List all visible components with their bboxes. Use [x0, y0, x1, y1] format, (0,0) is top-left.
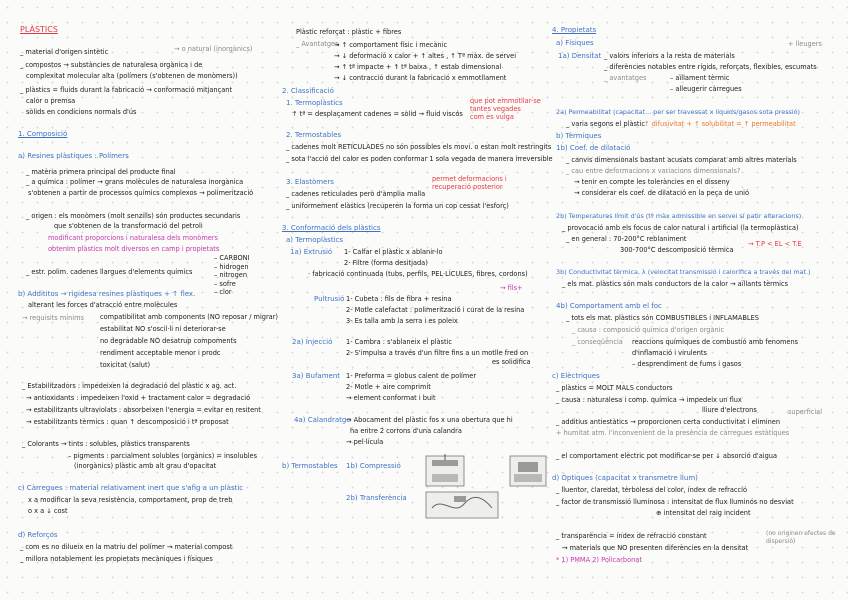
- text-line: _ com es no dilueix en la matriu del polímer → material compost: [20, 543, 233, 551]
- sub-heading: 3b) Conductivitat tèrmica, λ (velocitat transmissió i calorífica a través del mat.): [556, 268, 811, 276]
- text-line: → T.P < EL < T.E: [748, 240, 802, 248]
- text-line: → ↑ comportament físic i mecànic: [334, 41, 448, 49]
- text-line: que s'obtenen de la transformació del petroli: [54, 222, 203, 230]
- text-line: lliure d'electrons: [702, 406, 757, 414]
- text-line: _ causa : composició química d'origen orgànic: [572, 326, 725, 334]
- section-heading: 3. Conformació dels plàstics: [282, 224, 381, 232]
- text-line: _ transparència = índex de refracció constant: [556, 532, 707, 540]
- sub-heading: c) Elèctriques: [552, 372, 600, 380]
- text-line: modificant proporcions i naturalesa dels monòmers: [48, 234, 218, 242]
- text-line: _ el comportament elèctric pot modificar-se per ↓ absorció d'aigua: [556, 452, 778, 460]
- text-line: no degradable NO desatrup compoments: [100, 337, 237, 345]
- sub-heading: a) Resines plàstiques : Polímers: [18, 152, 129, 160]
- text-line: toxicitat (salut): [100, 361, 151, 369]
- text-line: _ a química : polímer → grans molècules de naturalesa inorgànica: [26, 178, 244, 186]
- text-line: (inorgànics) plàstic amb alt grau d'opacitat: [74, 462, 217, 470]
- text-line: 300-700°C descomposició tèrmica: [620, 246, 734, 254]
- text-line: _ cau entre deformacions x variacions dimensionals?: [566, 167, 741, 175]
- text-line: – alleugerir càrregues: [670, 85, 742, 93]
- text-line: * 1) PMMA 2) Policarbonat: [556, 556, 642, 564]
- note-line: tantes vegades: [470, 105, 521, 113]
- text-line: → requisits mínims: [22, 314, 84, 322]
- text-line: _ canvis dimensionals bastant acusats comparat amb altres materials: [566, 156, 797, 164]
- text-line: _ conseqüència: [572, 338, 623, 346]
- text-line: → antioxidants : impedeixen l'oxid + tractament calor = degradació: [26, 394, 251, 402]
- def-line: sòlids en condicions normals d'ús: [26, 108, 137, 116]
- text-line: _ Avantatges: [296, 40, 339, 48]
- section-heading: 1. Composició: [18, 130, 68, 138]
- text-line: ha entre 2 corrons d'una calandra: [350, 427, 462, 435]
- text-line: → ↓ contracció durant la fabricació x emmotllament: [334, 74, 507, 82]
- def-line: _ plàstics = fluids durant la fabricació → conformació mitjançant: [20, 86, 233, 94]
- text-line: Plàstic reforçat : plàstic + fibres: [296, 28, 402, 36]
- sub-heading: 2a) Permeabilitat (capacitat... per ser travessat x líquids/gasos sota pressió): [556, 108, 801, 116]
- text-line: _ varia segons el plàstic: [566, 120, 645, 128]
- sub-heading: 4b) Comportament amb el foc: [556, 302, 662, 310]
- text-line: _ uniformement elàstics (recuperen la forma un cop cessat l'esforç): [286, 202, 509, 210]
- text-line: _ factor de transmissió lluminosa : intensitat de flux lluminós no desviat: [556, 498, 794, 506]
- text-line: compatibilitat amb components (NO reposar / migrar): [100, 313, 279, 321]
- text-line: _ en general : 70-200°C reblaniment: [566, 235, 687, 243]
- text-line: 3- Es talla amb la serra i es poleix: [346, 317, 458, 325]
- text-line: _ diferències notables entre rígids, reforçats, flexibles, escumats: [604, 63, 817, 71]
- text-line: es solidifica: [492, 358, 531, 366]
- element-item: – nitrogen: [214, 271, 248, 279]
- sub-heading: d) Òptiques (capacitat x transmetre llum): [552, 474, 698, 482]
- section-heading: 4. Propietats: [552, 26, 597, 34]
- def-line: _ compostos → substàncies de naturalesa orgànica i de: [20, 61, 203, 69]
- note-line: com es vulga: [470, 113, 514, 121]
- sub-heading: 1b) Compressió: [346, 462, 401, 470]
- sub-heading: 1b) Coef. de dilatació: [556, 144, 631, 152]
- text-line: (no originen efectes de dispersió): [766, 530, 836, 545]
- text-line: → fils+: [500, 284, 523, 292]
- def-line: complexitat molecular alta (polímers (s'obtenen de monòmers)): [26, 72, 238, 80]
- note: [432, 175, 507, 191]
- text-line: → considerar els coef. de dilatació en la peça de unió: [574, 189, 750, 197]
- def-line: → o natural (inorgànics): [174, 45, 253, 53]
- text-line: _ tots els mat. plàstics són COMBUSTIBLES i INFLAMABLES: [566, 314, 759, 322]
- text-line: 1- Cubeta : fils de fibra + resina: [346, 295, 452, 303]
- text-line: superficial: [788, 408, 823, 416]
- text-line: _ cadenes molt RETICULADES no són possibles els movi. o estan molt restringits: [286, 143, 552, 151]
- text-line: → estabilitzants ultraviolats : absorbeixen l'energia = evitar en resitent: [26, 406, 261, 414]
- sub-heading: 1. Termoplàstics: [286, 99, 343, 107]
- section-heading: 2. Classificació: [282, 87, 334, 95]
- text-line: o x a ↓ cost: [28, 507, 68, 515]
- text-line: → element conformat i buit: [346, 394, 436, 402]
- text-line: → Abocament del plàstic fos x una obertura que hi: [346, 416, 513, 424]
- element-item: – CARBONI: [214, 254, 250, 262]
- text-line: → materials que NO presenten diferències en la densitat: [562, 544, 749, 552]
- column-classification: [282, 0, 552, 600]
- sub-heading: 2b) Temperatures límit d'ús (tª màx admissible en servei sí patir alteracions): [556, 212, 802, 220]
- text-line: _ Estabilitzadors : impedeixen la degradació del plàstic x ag. act.: [22, 382, 237, 390]
- text-line: s'obtenen a partir de processos químics complexos → polimerització: [28, 189, 254, 197]
- text-line: alterant les forces d'atracció entre molècules: [28, 301, 178, 309]
- text-line: → pel·lícula: [346, 438, 384, 446]
- text-line: – pigments : parcialment solubles (orgànics) = insolubles: [68, 452, 258, 460]
- text-line: rendiment acceptable menor i prodc: [100, 349, 221, 357]
- text-line: ↑ difusivitat + ↑ solubilitat = ↑ permeabilitat: [644, 120, 796, 128]
- text-line: 2- Motle + aire comprimit: [346, 383, 431, 391]
- text-line: _ matèria primera principal del producte final: [26, 168, 176, 176]
- text-line: 2- Filtre (forma desitjada): [344, 259, 428, 267]
- text-line: · fabricació continuada (tubs, perfils, PEL·LÍCULES, fibres, cordons): [308, 270, 528, 278]
- text-line: _ avantatges: [604, 74, 647, 82]
- text-line: ⊕ intensitat del raig incident: [656, 509, 751, 517]
- note-line: que pot emmotllar-se: [470, 97, 541, 105]
- def-line: calor o premsa: [26, 97, 76, 105]
- page-title: PLÀSTICS: [20, 25, 58, 34]
- element-item: – sofre: [214, 279, 236, 288]
- sub-heading: 1a) Densitat: [558, 52, 602, 60]
- text-line: – aïllament tèrmic: [670, 74, 730, 82]
- element-item: – hidrogen: [214, 262, 249, 271]
- note-line: recuperació posterior: [432, 183, 503, 191]
- sub-heading: a) Termoplàstics: [286, 236, 344, 244]
- text-line: _ millora notablement les propietats mecàniques i físiques: [20, 555, 213, 563]
- text-line: _ causa : naturalesa i comp. química → impedeix un flux: [556, 396, 742, 404]
- text-line: reaccions químiques de combustió amb fenomens: [632, 338, 799, 346]
- text-line: _ additius antiestàtics → proporcionen certa conductivitat i eliminen: [556, 418, 781, 426]
- text-line: _ origen : els monòmers (molt senzills) són productes secundaris: [26, 212, 241, 220]
- text-line: _ sota l'acció del calor es poden conformar 1 sola vegada de manera irreversible: [286, 155, 553, 163]
- sub-heading: b) Addititus → rigidesa resines plàstiques + ↑ flex.: [18, 290, 196, 298]
- text-line: ↑ tª = desplaçament cadenes = sòlid → fluid viscós: [292, 110, 463, 118]
- text-line: → estabilitzants tèrmics : quan ↑ descomposició i tª proposat: [26, 418, 229, 426]
- text-line: + humitat atm. l'inconvenient de la presència de càrregues estàtiques: [556, 429, 790, 437]
- text-line: 1- Preforma = globus calent de polímer: [346, 372, 477, 380]
- element-item: – clor: [214, 288, 232, 296]
- text-line: → ↑ tª impacte + ↑ tª baixa , ↑ estab dimensional: [334, 63, 502, 71]
- text-line: _ provocació amb els focus de calor natural i artificial (la termoplàstica): [562, 224, 799, 232]
- compression-diagram-2: [508, 454, 548, 488]
- sub-heading: 2a) Injecció: [292, 338, 333, 346]
- text-line: _ els mat. plàstics són mals conductors de la calor → aïllants tèrmics: [562, 280, 789, 288]
- text-line: _ cadenes reticulades però d'àmplia malla: [286, 190, 426, 198]
- text-line: _ Colorants → tints : solubles, plàstics transparents: [22, 440, 190, 448]
- text-line: x a modificar la seva resistència, comportament, prop de treb: [28, 496, 233, 504]
- sub-heading: 1a) Extrusió: [290, 248, 333, 256]
- note: [470, 97, 541, 121]
- sub-heading: b) Termostables: [282, 462, 338, 470]
- text-line: 2- S'impulsa a través d'un filtre fins a un motlle fred on: [346, 349, 529, 357]
- text-line: 1- Calfar el plàstic x ablanir-lo: [344, 248, 443, 256]
- text-line: _ plàstics = MOLT MALS conductors: [556, 384, 673, 392]
- text-line: 1- Cambra : s'ablaneix el plàstic: [346, 338, 453, 346]
- sub-heading: b) Tèrmiques: [556, 132, 602, 140]
- sub-heading: a) Físiques: [556, 39, 594, 47]
- sub-heading: 4a) Calandratge: [294, 416, 351, 424]
- note-line: permet deformacions i: [432, 175, 507, 183]
- sub-heading: 3. Elastòmers: [286, 178, 334, 186]
- text-line: estabilitat NO s'oscil·li ni deteriorar-se: [100, 325, 226, 333]
- text-line: → ↓ deformació x calor + ↑ altes , ↑ Tª màx. de servei: [334, 52, 517, 60]
- text-line: _ valors inferiors a la resta de materials: [604, 52, 735, 60]
- column-composition: [0, 0, 282, 600]
- text-line: 2- Motle calefactat : polimerització i curat de la resina: [346, 306, 525, 314]
- text-line: _ lluentor, claredat, tèrbolesa del color, índex de refracció: [556, 486, 748, 494]
- sub-heading: Pultrusió: [314, 295, 345, 303]
- compression-diagram-1: [424, 454, 466, 488]
- sub-heading: d) Reforços: [18, 531, 58, 539]
- text-line: _ estr. polim. cadenes llargues d'elements químics: [26, 268, 193, 276]
- def-line: _ material d'origen sintètic: [20, 48, 109, 56]
- text-line: obtenim plàstics molt diversos en camp i propietats: [48, 245, 220, 253]
- sub-heading: 2b) Transferència: [346, 494, 407, 502]
- sub-heading: 2. Termostables: [286, 131, 342, 139]
- text-line: d'inflamació i virulents: [632, 349, 707, 357]
- sub-heading: c) Càrregues : material relativament inert que s'afig a un plàstic: [18, 484, 244, 492]
- transfer-diagram: [424, 490, 500, 520]
- text-line: – desprendiment de fums i gasos: [632, 360, 742, 368]
- text-line: + lleugers: [788, 40, 822, 48]
- element-list: [214, 254, 250, 297]
- sub-heading: 3a) Bufament: [292, 372, 340, 380]
- column-properties: [552, 0, 848, 600]
- text-line: → tenir en compte les toleràncies en el disseny: [574, 178, 730, 186]
